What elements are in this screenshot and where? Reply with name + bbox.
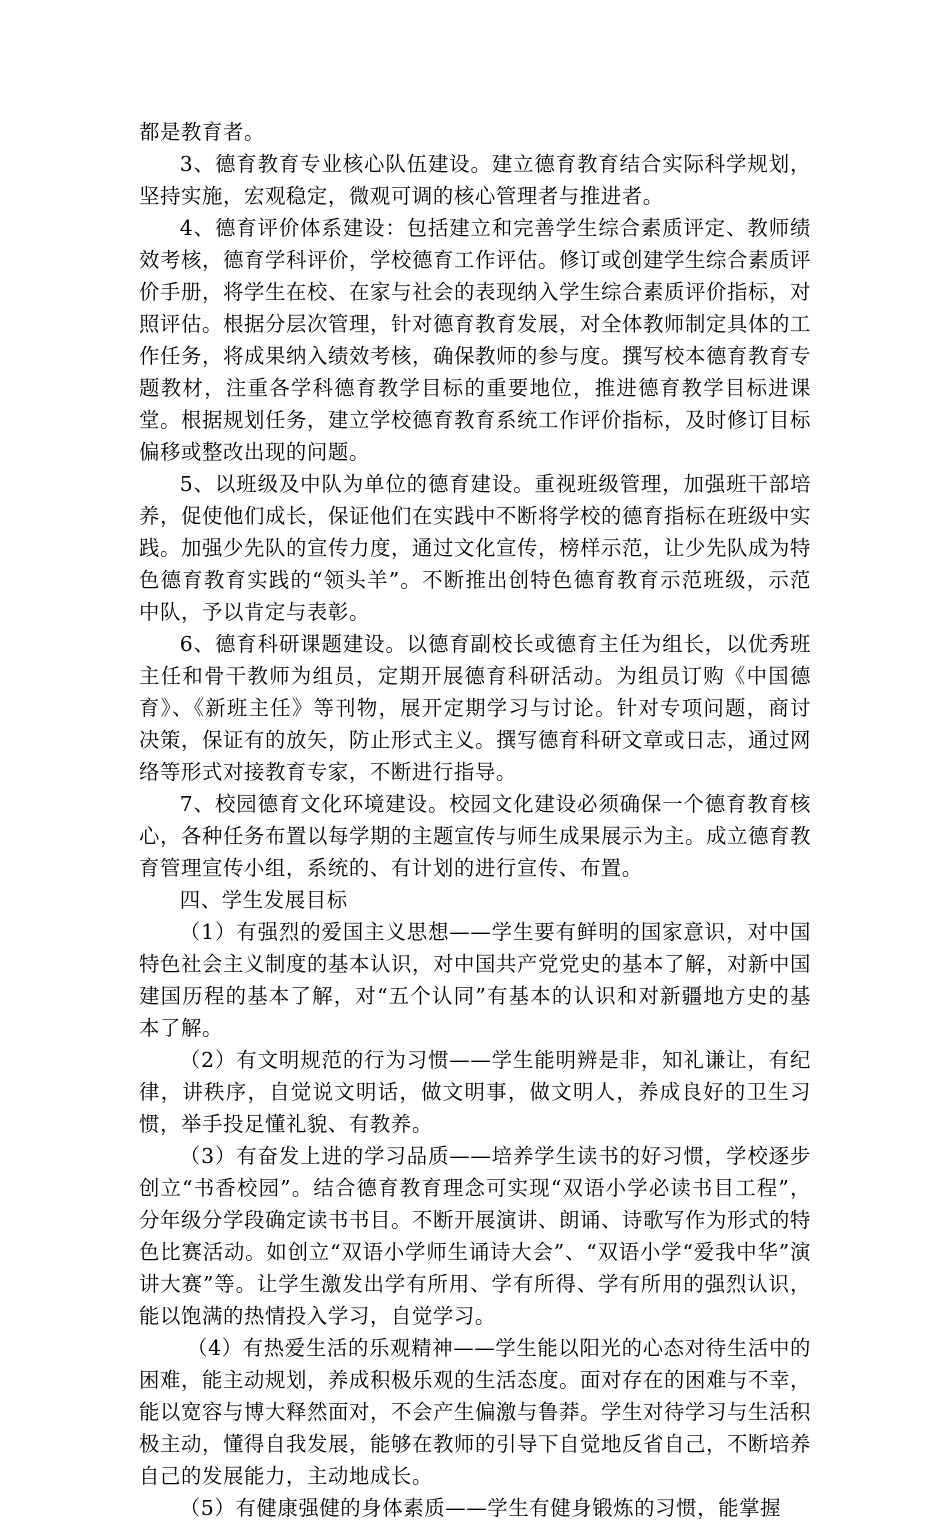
- paragraph-evaluation-system: 4、德育评价体系建设：包括建立和完善学生综合素质评定、教师绩效考核，德育学科评价，学校德育工作评估。修订或创建学生综合素质评价手册，将学生在校、在家与社会的表现纳入学生综合素质评价指标，对照评估。根据分层次管理，针对德育教育发展，对全体教师制定具体的工作任务，将成果纳入绩效考核，确保教师的参与度。撰写校本德育教育专题教材，注重各学科德育教学目标的重要地位，推进德育教学目标进课堂。根据规划任务，建立学校德育教育系统工作评价指标，及时修订目标偏移或整改出现的问题。: [139, 216, 811, 464]
- section-heading-student-goals: 四、学生发展目标: [179, 888, 348, 912]
- paragraph-continuation: 都是教育者。: [139, 120, 265, 144]
- paragraph-research: 6、德育科研课题建设。以德育副校长或德育主任为组长，以优秀班主任和骨干教师为组员，定期开展德育科研活动。为组员订购《中国德育》、《新班主任》等刊物，展开定期学习与讨论。针对专项问题，商讨决策，保证有的放矢，防止形式主义。撰写德育科研文章或日志，通过网络等形式对接教育专家，不断进行指导。: [139, 632, 811, 784]
- paragraph-goal-health: （5）有健康强健的身体素质——学生有健身锻炼的习惯，能掌握: [179, 1496, 782, 1520]
- paragraph-campus-culture: 7、校园德育文化环境建设。校园文化建设必须确保一个德育教育核心，各种任务布置以每学期的主题宣传与师生成果展示为主。成立德育教育管理宣传小组，系统的、有计划的进行宣传、布置。: [139, 792, 811, 880]
- paragraph-goal-patriotism: （1）有强烈的爱国主义思想——学生要有鲜明的国家意识，对中国特色社会主义制度的基本认识，对中国共产党党史的基本了解，对新中国建国历程的基本了解，对“五个认同”有基本的认识和对新疆地方史的基本了解。: [139, 920, 811, 1040]
- paragraph-goal-behavior: （2）有文明规范的行为习惯——学生能明辨是非，知礼谦让，有纪律，讲秩序，自觉说文明话，做文明事，做文明人，养成良好的卫生习惯，举手投足懂礼貌、有教养。: [139, 1048, 811, 1136]
- paragraph-goal-optimism: （4）有热爱生活的乐观精神——学生能以阳光的心态对待生活中的困难，能主动规划，养成积极乐观的生活态度。面对存在的困难与不幸，能以宽容与博大释然面对，不会产生偏激与鲁莽。学生对待学习与生活积极主动，懂得自我发展，能够在教师的引导下自觉地反省自己，不断培养自己的发展能力，主动地成长。: [139, 1336, 811, 1488]
- paragraph-core-team: 3、德育教育专业核心队伍建设。建立德育教育结合实际科学规划，坚持实施，宏观稳定，微观可调的核心管理者与推进者。: [139, 152, 811, 208]
- paragraph-class-building: 5、以班级及中队为单位的德育建设。重视班级管理，加强班干部培养，促使他们成长，保证他们在实践中不断将学校的德育指标在班级中实践。加强少先队的宣传力度，通过文化宣传，榜样示范，让少先队成为特色德育教育实践的“领头羊”。不断推出创特色德育教育示范班级，示范中队，予以肯定与表彰。: [139, 472, 811, 624]
- paragraph-goal-learning: （3）有奋发上进的学习品质——培养学生读书的好习惯，学校逐步创立“书香校园”。结合德育教育理念可实现“双语小学必读书目工程”，分年级分学段确定读书书目。不断开展演讲、朗诵、诗歌写作为形式的特色比赛活动。如创立“双语小学师生诵诗大会”、“双语小学“爱我中华”演讲大赛”等。让学生激发出学有所用、学有所得、学有所用的强烈认识，能以饱满的热情投入学习，自觉学习。: [139, 1144, 811, 1328]
- document-body: [139, 116, 811, 1524]
